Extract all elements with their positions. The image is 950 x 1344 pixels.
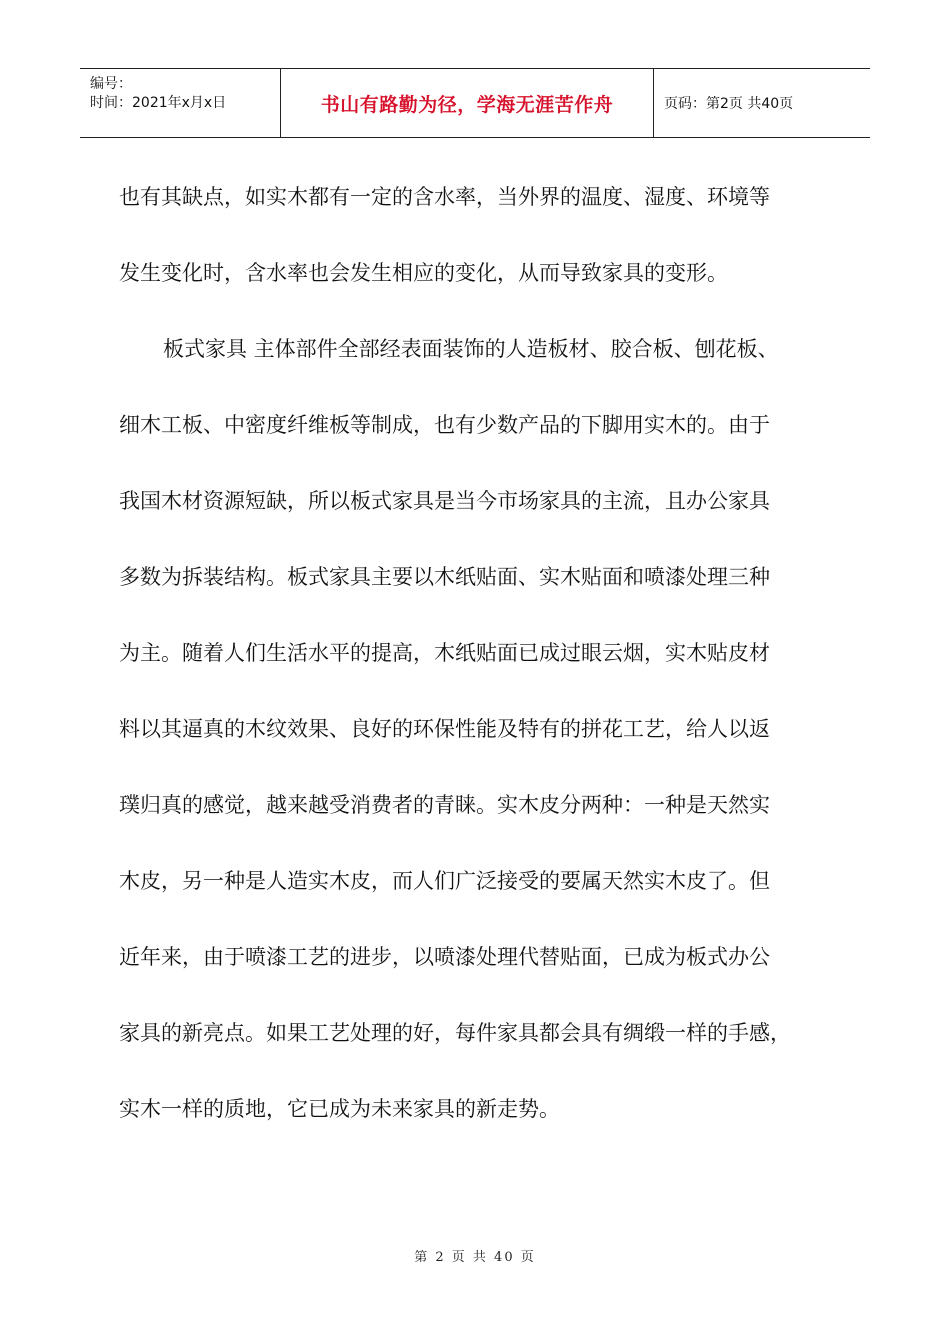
footer-page-number: 第 2 页 共 40 页 [414,1250,536,1265]
page-footer [0,1246,950,1265]
text-line: 实木一样的质地，它已成为未来家具的新走势。 [119,1097,560,1121]
text-line: 发生变化时，含水率也会发生相应的变化，从而导致家具的变形。 [119,261,728,285]
page-header [80,68,870,138]
header-motto: 书山有路勤为径，学海无涯苦作舟 [281,69,654,137]
paragraph [119,311,839,1147]
text-line: 料以其逼真的木纹效果、良好的环保性能及特有的拼花工艺，给人以返 [119,717,770,741]
time-label: 时间：2021年x月x日 [90,95,227,111]
text-line: 木皮，另一种是人造实木皮，而人们广泛接受的要属天然实木皮了。但 [119,869,770,893]
text-line: 板式家具 主体部件全部经表面装饰的人造板材、胶合板、刨花板、 [163,337,779,361]
text-line: 多数为拆装结构。板式家具主要以木纸贴面、实木贴面和喷漆处理三种 [119,565,770,589]
text-line: 为主。随着人们生活水平的提高，木纸贴面已成过眼云烟，实木贴皮材 [119,641,770,665]
text-line: 家具的新亮点。如果工艺处理的好，每件家具都会具有绸缎一样的手感， [119,1021,791,1045]
number-label: 编号： [90,76,132,92]
text-line: 璞归真的感觉，越来越受消费者的青睐。实木皮分两种：一种是天然实 [119,793,770,817]
header-page-info: 页码：第2页 共40页 [664,96,794,112]
document-body [119,159,839,1147]
text-line: 我国木材资源短缺，所以板式家具是当今市场家具的主流，且办公家具 [119,489,770,513]
text-line: 也有其缺点，如实木都有一定的含水率，当外界的温度、湿度、环境等 [119,185,770,209]
text-line: 细木工板、中密度纤维板等制成，也有少数产品的下脚用实木的。由于 [119,413,770,437]
text-line: 近年来，由于喷漆工艺的进步，以喷漆处理代替贴面，已成为板式办公 [119,945,770,969]
paragraph [119,159,839,311]
header-meta [80,69,281,137]
